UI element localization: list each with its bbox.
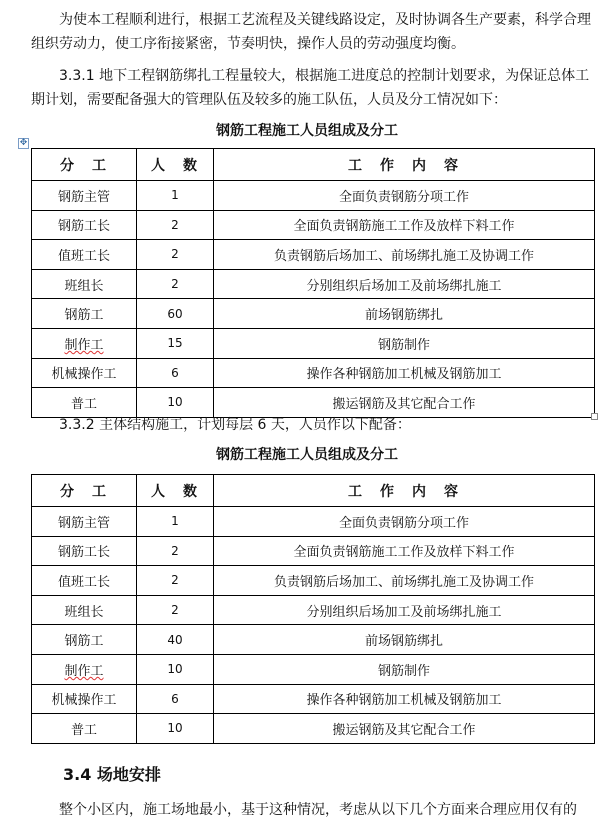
cell-role: 钢筋主管 xyxy=(32,181,137,211)
cell-role: 值班工长 xyxy=(32,566,137,596)
header-duty: 工 作 内 容 xyxy=(214,149,595,181)
table-row xyxy=(32,269,595,299)
table-row xyxy=(32,714,595,744)
intro-paragraph: 为使本工程顺利进行，根据工艺流程及关键线路设定，及时协调各生产要素，科学合理组织劳动力，使工序衔接紧密，节奏明快，操作人员的劳动强度均衡。 xyxy=(31,12,591,52)
cell-count: 15 xyxy=(137,328,214,358)
table-row xyxy=(32,210,595,240)
cell-duty: 分别组织后场加工及前场绑扎施工 xyxy=(214,595,595,625)
cell-role: 制作工 xyxy=(32,328,137,358)
table2-caption: 钢筋工程施工人员组成及分工 xyxy=(216,447,398,463)
cell-duty: 负责钢筋后场加工、前场绑扎施工及协调工作 xyxy=(214,566,595,596)
table-row xyxy=(32,358,595,388)
cell-duty: 全面负责钢筋施工工作及放样下料工作 xyxy=(214,536,595,566)
table-row xyxy=(32,536,595,566)
table-row xyxy=(32,625,595,655)
cell-role: 钢筋主管 xyxy=(32,507,137,537)
cell-duty: 全面负责钢筋施工工作及放样下料工作 xyxy=(214,210,595,240)
staff-table-1 xyxy=(31,148,595,418)
section-3-3-1-paragraph: 3.3.1 地下工程钢筋绑扎工程量较大，根据施工进度总的控制计划要求，为保证总体工期计划，需要配备强大的管理队伍及较多的施工队伍，人员及分工情况如下： xyxy=(31,68,590,108)
section-3-3-2-paragraph: 3.3.2 主体结构施工，计划每层 6 天，人员作以下配备： xyxy=(59,417,411,433)
cell-count: 6 xyxy=(137,358,214,388)
cell-duty: 操作各种钢筋加工机械及钢筋加工 xyxy=(214,358,595,388)
table-row xyxy=(32,507,595,537)
cell-count: 40 xyxy=(137,625,214,655)
cell-count: 2 xyxy=(137,240,214,270)
cell-count: 2 xyxy=(137,269,214,299)
cell-role: 钢筋工长 xyxy=(32,536,137,566)
table-row xyxy=(32,654,595,684)
table-row xyxy=(32,181,595,211)
section-heading: 3.4 场地安排 xyxy=(63,765,161,784)
cell-duty: 搬运钢筋及其它配合工作 xyxy=(214,714,595,744)
cell-role: 班组长 xyxy=(32,595,137,625)
cell-duty: 分别组织后场加工及前场绑扎施工 xyxy=(214,269,595,299)
cell-count: 1 xyxy=(137,507,214,537)
cell-duty: 前场钢筋绑扎 xyxy=(214,299,595,329)
table-move-handle-icon[interactable]: ✥ xyxy=(19,138,28,148)
section-3-4-paragraph: 整个小区内，施工场地最小，基于这种情况，考虑从以下几个方面来合理应用仅有的 xyxy=(59,802,577,818)
cell-count: 10 xyxy=(137,388,214,418)
cell-role: 机械操作工 xyxy=(32,684,137,714)
cell-role: 钢筋工 xyxy=(32,299,137,329)
table2-body xyxy=(32,507,595,744)
cell-count: 60 xyxy=(137,299,214,329)
header-count: 人 数 xyxy=(137,475,214,507)
header-role: 分 工 xyxy=(32,149,137,181)
header-duty: 工 作 内 容 xyxy=(214,475,595,507)
table-row xyxy=(32,240,595,270)
cell-role: 钢筋工 xyxy=(32,625,137,655)
cell-duty: 全面负责钢筋分项工作 xyxy=(214,181,595,211)
cell-duty: 钢筋制作 xyxy=(214,654,595,684)
cell-count: 1 xyxy=(137,181,214,211)
table-header-row xyxy=(32,475,595,507)
table-header-row xyxy=(32,149,595,181)
table-row xyxy=(32,328,595,358)
table-row xyxy=(32,566,595,596)
cell-duty: 前场钢筋绑扎 xyxy=(214,625,595,655)
cell-duty: 钢筋制作 xyxy=(214,328,595,358)
staff-table-2 xyxy=(31,474,595,744)
cell-role: 机械操作工 xyxy=(32,358,137,388)
cell-role: 普工 xyxy=(32,714,137,744)
table-row xyxy=(32,684,595,714)
cell-duty: 全面负责钢筋分项工作 xyxy=(214,507,595,537)
table-row xyxy=(32,595,595,625)
cell-role: 普工 xyxy=(32,388,137,418)
cell-duty: 操作各种钢筋加工机械及钢筋加工 xyxy=(214,684,595,714)
table-row xyxy=(32,299,595,329)
cell-role: 班组长 xyxy=(32,269,137,299)
cell-count: 10 xyxy=(137,654,214,684)
cell-role: 值班工长 xyxy=(32,240,137,270)
table1-body xyxy=(32,181,595,418)
cell-count: 2 xyxy=(137,536,214,566)
cell-role: 钢筋工长 xyxy=(32,210,137,240)
table1-caption: 钢筋工程施工人员组成及分工 xyxy=(216,123,398,139)
header-count: 人 数 xyxy=(137,149,214,181)
cell-duty: 负责钢筋后场加工、前场绑扎施工及协调工作 xyxy=(214,240,595,270)
cell-count: 2 xyxy=(137,595,214,625)
cell-role: 制作工 xyxy=(32,654,137,684)
cell-count: 2 xyxy=(137,210,214,240)
cell-count: 2 xyxy=(137,566,214,596)
header-role: 分 工 xyxy=(32,475,137,507)
cell-count: 6 xyxy=(137,684,214,714)
cell-count: 10 xyxy=(137,714,214,744)
cell-duty: 搬运钢筋及其它配合工作 xyxy=(214,388,595,418)
